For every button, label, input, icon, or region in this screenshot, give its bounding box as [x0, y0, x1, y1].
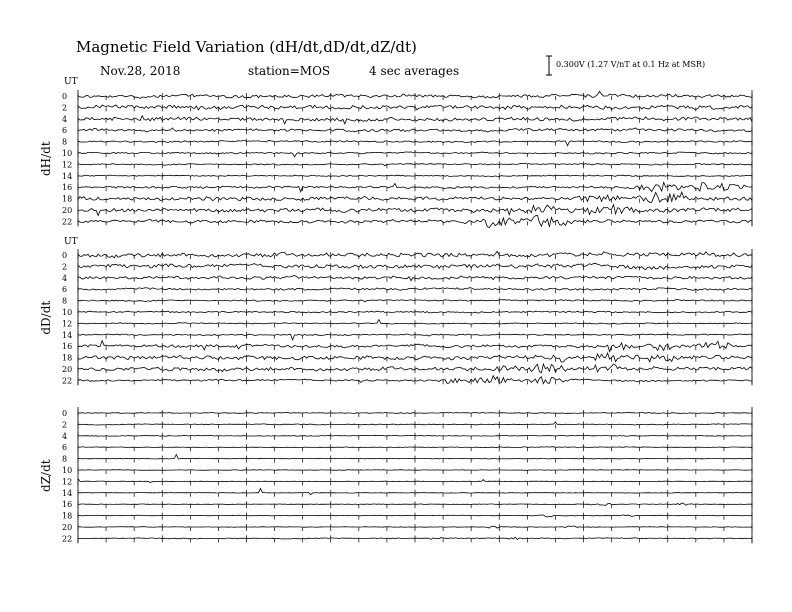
row-label: 0 — [62, 92, 68, 101]
row-label: 8 — [62, 296, 68, 306]
row-label: 20 — [62, 523, 73, 532]
row-label: 14 — [62, 171, 73, 181]
row-label: 16 — [62, 183, 73, 193]
row-label: 22 — [62, 534, 73, 544]
row-label: 10 — [62, 308, 73, 317]
trace-series — [78, 470, 752, 471]
scale-bar-label: 0.300V (1.27 V/nT at 0.1 Hz at MSR) — [556, 60, 706, 69]
row-label: 22 — [62, 376, 73, 386]
station-label: station=MOS — [248, 64, 331, 78]
row-label: 2 — [62, 420, 68, 430]
row-label: 8 — [62, 137, 68, 147]
row-label: 20 — [62, 206, 73, 215]
row-label: 4 — [62, 273, 68, 283]
row-label: 20 — [62, 365, 73, 374]
y-axis-label: dD/dt — [39, 300, 53, 335]
y-axis-label: dZ/dt — [39, 459, 53, 492]
row-label: 18 — [62, 194, 73, 204]
row-label: 12 — [62, 160, 73, 170]
row-label: 4 — [62, 114, 68, 124]
row-label: 10 — [62, 466, 73, 475]
row-label: 18 — [62, 353, 73, 363]
y-axis-label: dH/dt — [39, 141, 53, 177]
row-label: 6 — [62, 285, 68, 295]
row-label: 14 — [62, 330, 73, 340]
row-label: 12 — [62, 319, 73, 329]
row-label: 6 — [62, 443, 68, 453]
date-label: Nov.28, 2018 — [100, 64, 181, 78]
trace-series — [78, 215, 752, 227]
ut-label: UT — [64, 237, 78, 247]
row-label: 16 — [62, 500, 73, 510]
row-label: 2 — [62, 262, 68, 272]
row-label: 0 — [62, 409, 68, 418]
row-label: 2 — [62, 103, 68, 113]
row-label: 16 — [62, 342, 73, 352]
trace-series — [78, 447, 752, 448]
row-label: 22 — [62, 217, 73, 227]
row-label: 10 — [62, 149, 73, 158]
row-label: 12 — [62, 477, 73, 487]
row-label: 6 — [62, 126, 68, 136]
row-label: 14 — [62, 488, 73, 498]
row-label: 8 — [62, 454, 68, 464]
row-label: 4 — [62, 431, 68, 441]
ut-label: UT — [64, 77, 78, 87]
chart-title: Magnetic Field Variation (dH/dt,dD/dt,dZ/dt) — [76, 38, 417, 56]
averaging-label: 4 sec averages — [369, 64, 460, 78]
row-label: 0 — [62, 251, 68, 260]
row-label: 18 — [62, 511, 73, 521]
